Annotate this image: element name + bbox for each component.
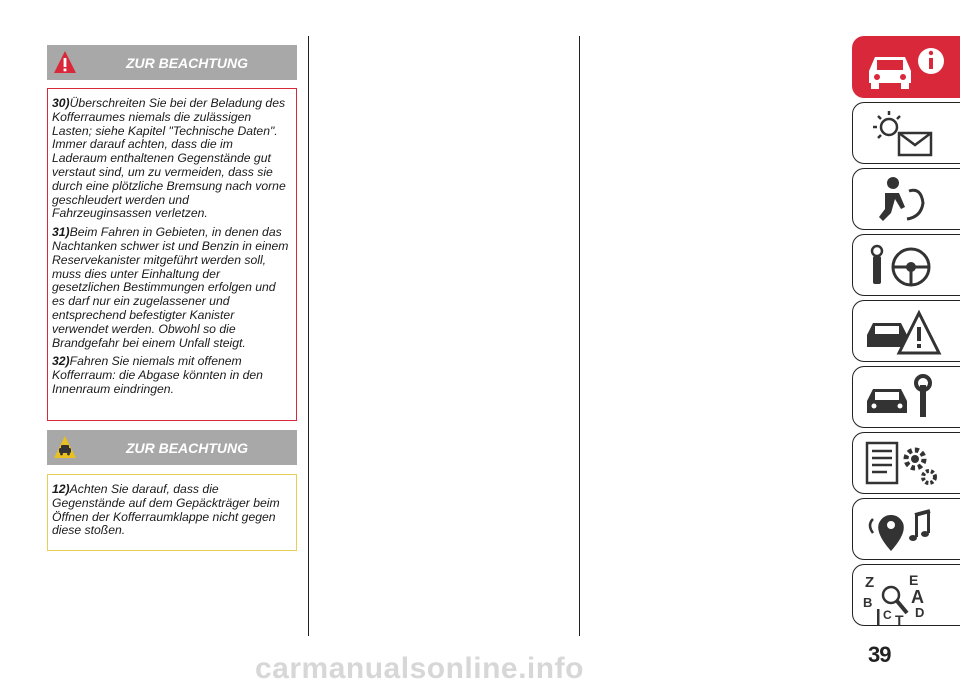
technical-data-icon — [861, 437, 953, 491]
tab-emergency[interactable] — [852, 300, 960, 362]
car-caution-icon — [53, 435, 77, 459]
index-letter-z: Z — [865, 574, 875, 591]
car-maintenance-icon — [861, 371, 953, 425]
column-divider-right — [579, 36, 580, 636]
watermark: carmanualsonline.info — [255, 652, 584, 685]
multimedia-icon — [861, 503, 953, 557]
column-divider-left — [308, 36, 309, 636]
caution-header — [47, 430, 297, 465]
note-30: 30)Überschreiten Sie bei der Beladung des Kofferraumes niemals die zulässigen Lasten; siehe Kapitel "Technische Daten". Immer darauf achten, dass die im Laderaum enthaltenen Gegenstände gut verstaut sind, um zu vermeiden, dass sie durch eine plötzliche Bremsung nach vorne geschleudert werden und Fahrzeuginsassen verletzen. — [52, 96, 286, 221]
note-32: 32)Fahren Sie niemals mit offenem Kofferraum: die Abgase könnten in den Innenraum eindringen. — [52, 354, 263, 396]
safety-airbag-icon — [861, 173, 953, 227]
emergency-triangle-icon — [861, 305, 953, 359]
warning-header — [47, 45, 297, 80]
tab-starting-driving[interactable] — [852, 234, 960, 296]
tab-index[interactable] — [852, 564, 960, 626]
note-31: 31)Beim Fahren in Gebieten, in denen das Nachtanken schwer ist und Benzin in einem Reservekanister mitgeführt werden soll, muss dies unter Einhaltung der gesetzlichen Bestimmungen erfolgen und es darf nur ein zugelassener und entsprechend befestigter Kanister verwendet werden. Obwohl so die Brandgefahr bei einem Unfall steigt. — [52, 225, 289, 350]
index-letter-e: E — [909, 572, 919, 588]
caution-header-title: ZUR BEACHTUNG — [125, 439, 249, 456]
tab-warning-lights[interactable] — [852, 102, 960, 164]
index-letter-b: B — [863, 595, 873, 610]
warning-triangle-icon — [53, 50, 77, 74]
tab-car-info[interactable] — [852, 36, 960, 98]
caution-box — [47, 474, 297, 551]
page-number: 39 — [868, 642, 891, 667]
warning-box — [47, 88, 297, 421]
car-info-icon — [861, 41, 953, 95]
index-letter-t: T — [895, 612, 904, 627]
tab-multimedia[interactable] — [852, 498, 960, 560]
tab-technical-data[interactable] — [852, 432, 960, 494]
steering-key-icon — [861, 239, 953, 293]
index-letter-a: A — [911, 587, 924, 607]
index-letter-c: C — [883, 608, 892, 622]
warning-lights-icon — [861, 107, 953, 161]
warning-header-title: ZUR BEACHTUNG — [125, 54, 249, 71]
tab-safety[interactable] — [852, 168, 960, 230]
alphabetical-index-icon — [861, 569, 953, 627]
tab-maintenance[interactable] — [852, 366, 960, 428]
index-letter-d: D — [915, 605, 925, 620]
note-12: 12)Achten Sie darauf, dass die Gegenstände auf dem Gepäckträger beim Öffnen der Kofferraumklappe nicht gegen diese stoßen. — [52, 482, 280, 538]
